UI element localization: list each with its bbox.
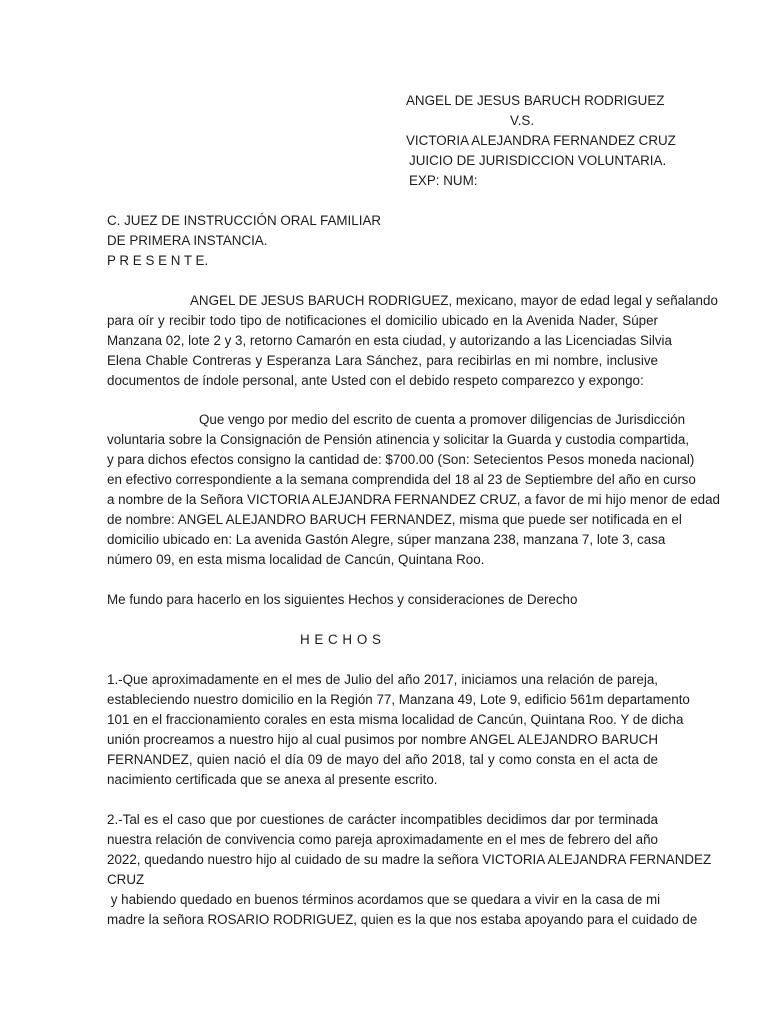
caption-exp: EXP: NUM: [409,173,478,188]
paragraph-line: 2022, quedando nuestro hijo al cuidado de su madre la señora VICTORIA ALEJANDRA FERNANDEZ [107,852,712,867]
paragraph-line: nuestra relación de convivencia como pareja aproximadamente en el mes de febrero del año [107,832,658,847]
paragraph-line: a nombre de la Señora VICTORIA ALEJANDRA FERNANDEZ CRUZ, a favor de mi hijo menor de edad [107,492,720,507]
paragraph-line: documentos de índole personal, ante Usted con el debido respeto comparezco y expongo: [107,373,644,388]
paragraph-line: 2.-Tal es el caso que por cuestiones de carácter incompatibles decidimos dar por terminada [107,812,658,827]
paragraph-line: y para dichos efectos consigno la cantidad de: $700.00 (Son: Setecientos Pesos moneda nacional) [107,452,695,467]
caption-case-type: JUICIO DE JURISDICCION VOLUNTARIA. [409,153,667,168]
fundamento-line: Me fundo para hacerlo en los siguientes Hechos y consideraciones de Derecho [107,592,578,607]
paragraph-line: en efectivo correspondiente a la semana comprendida del 18 al 23 de Septiembre del año en curso [107,472,696,487]
paragraph-line: domicilio ubicado en: La avenida Gastón Alegre, súper manzana 238, manzana 7, lote 3, casa [107,532,666,547]
paragraph-line: FERNANDEZ, quien nació el día 09 de mayo del año 2018, tal y como consta en el acta de [107,752,658,767]
paragraph-line: Elena Chable Contreras y Esperanza Lara Sánchez, para recibirlas en mi nombre, inclusive [107,353,658,368]
paragraph-line: estableciendo nuestro domicilio en la Región 77, Manzana 49, Lote 9, edificio 561m departamento [107,692,690,707]
paragraph-line: y habiendo quedado en buenos términos acordamos que se quedara a vivir en la casa de mi [107,892,661,907]
paragraph-line: CRUZ [107,872,145,887]
paragraph-line: ANGEL DE JESUS BARUCH RODRIGUEZ, mexicano, mayor de edad legal y señalando [190,293,718,308]
paragraph-line: Que vengo por medio del escrito de cuenta a promover diligencias de Jurisdicción [199,412,686,427]
hechos-heading: H E C H O S [300,632,382,647]
addressee-line3: P R E S E N T E. [107,253,209,268]
caption-party2: VICTORIA ALEJANDRA FERNANDEZ CRUZ [406,133,676,148]
caption-versus: V.S. [510,113,535,128]
paragraph-line: 1.-Que aproximadamente en el mes de Julio del año 2017, iniciamos una relación de pareja, [107,672,658,687]
paragraph-line: de nombre: ANGEL ALEJANDRO BARUCH FERNANDEZ, misma que puede ser notificada en el [107,512,682,527]
paragraph-line: voluntaria sobre la Consignación de Pensión atinencia y solicitar la Guarda y custodia compartida, [107,432,690,447]
caption-party1: ANGEL DE JESUS BARUCH RODRIGUEZ [406,93,665,108]
paragraph-line: unión procreamos a nuestro hijo al cual pusimos por nombre ANGEL ALEJANDRO BARUCH [107,732,658,747]
addressee-line1: C. JUEZ DE INSTRUCCIÓN ORAL FAMILIAR [107,213,382,228]
paragraph-line: para oír y recibir todo tipo de notificaciones el domicilio ubicado en la Avenida Nader, Súper [107,313,658,328]
paragraph-line: nacimiento certificada que se anexa al presente escrito. [107,772,438,787]
paragraph-line: Manzana 02, lote 2 y 3, retorno Camarón en esta ciudad, y autorizando a las Licenciadas Silvia [107,333,672,348]
paragraph-line: número 09, en esta misma localidad de Cancún, Quintana Roo. [107,552,485,567]
addressee-line2: DE PRIMERA INSTANCIA. [107,233,268,248]
paragraph-line: madre la señora ROSARIO RODRIGUEZ, quien es la que nos estaba apoyando para el cuidado de [107,912,698,927]
paragraph-line: 101 en el fraccionamiento corales en esta misma localidad de Cancún, Quintana Roo. Y de dicha [107,712,684,727]
